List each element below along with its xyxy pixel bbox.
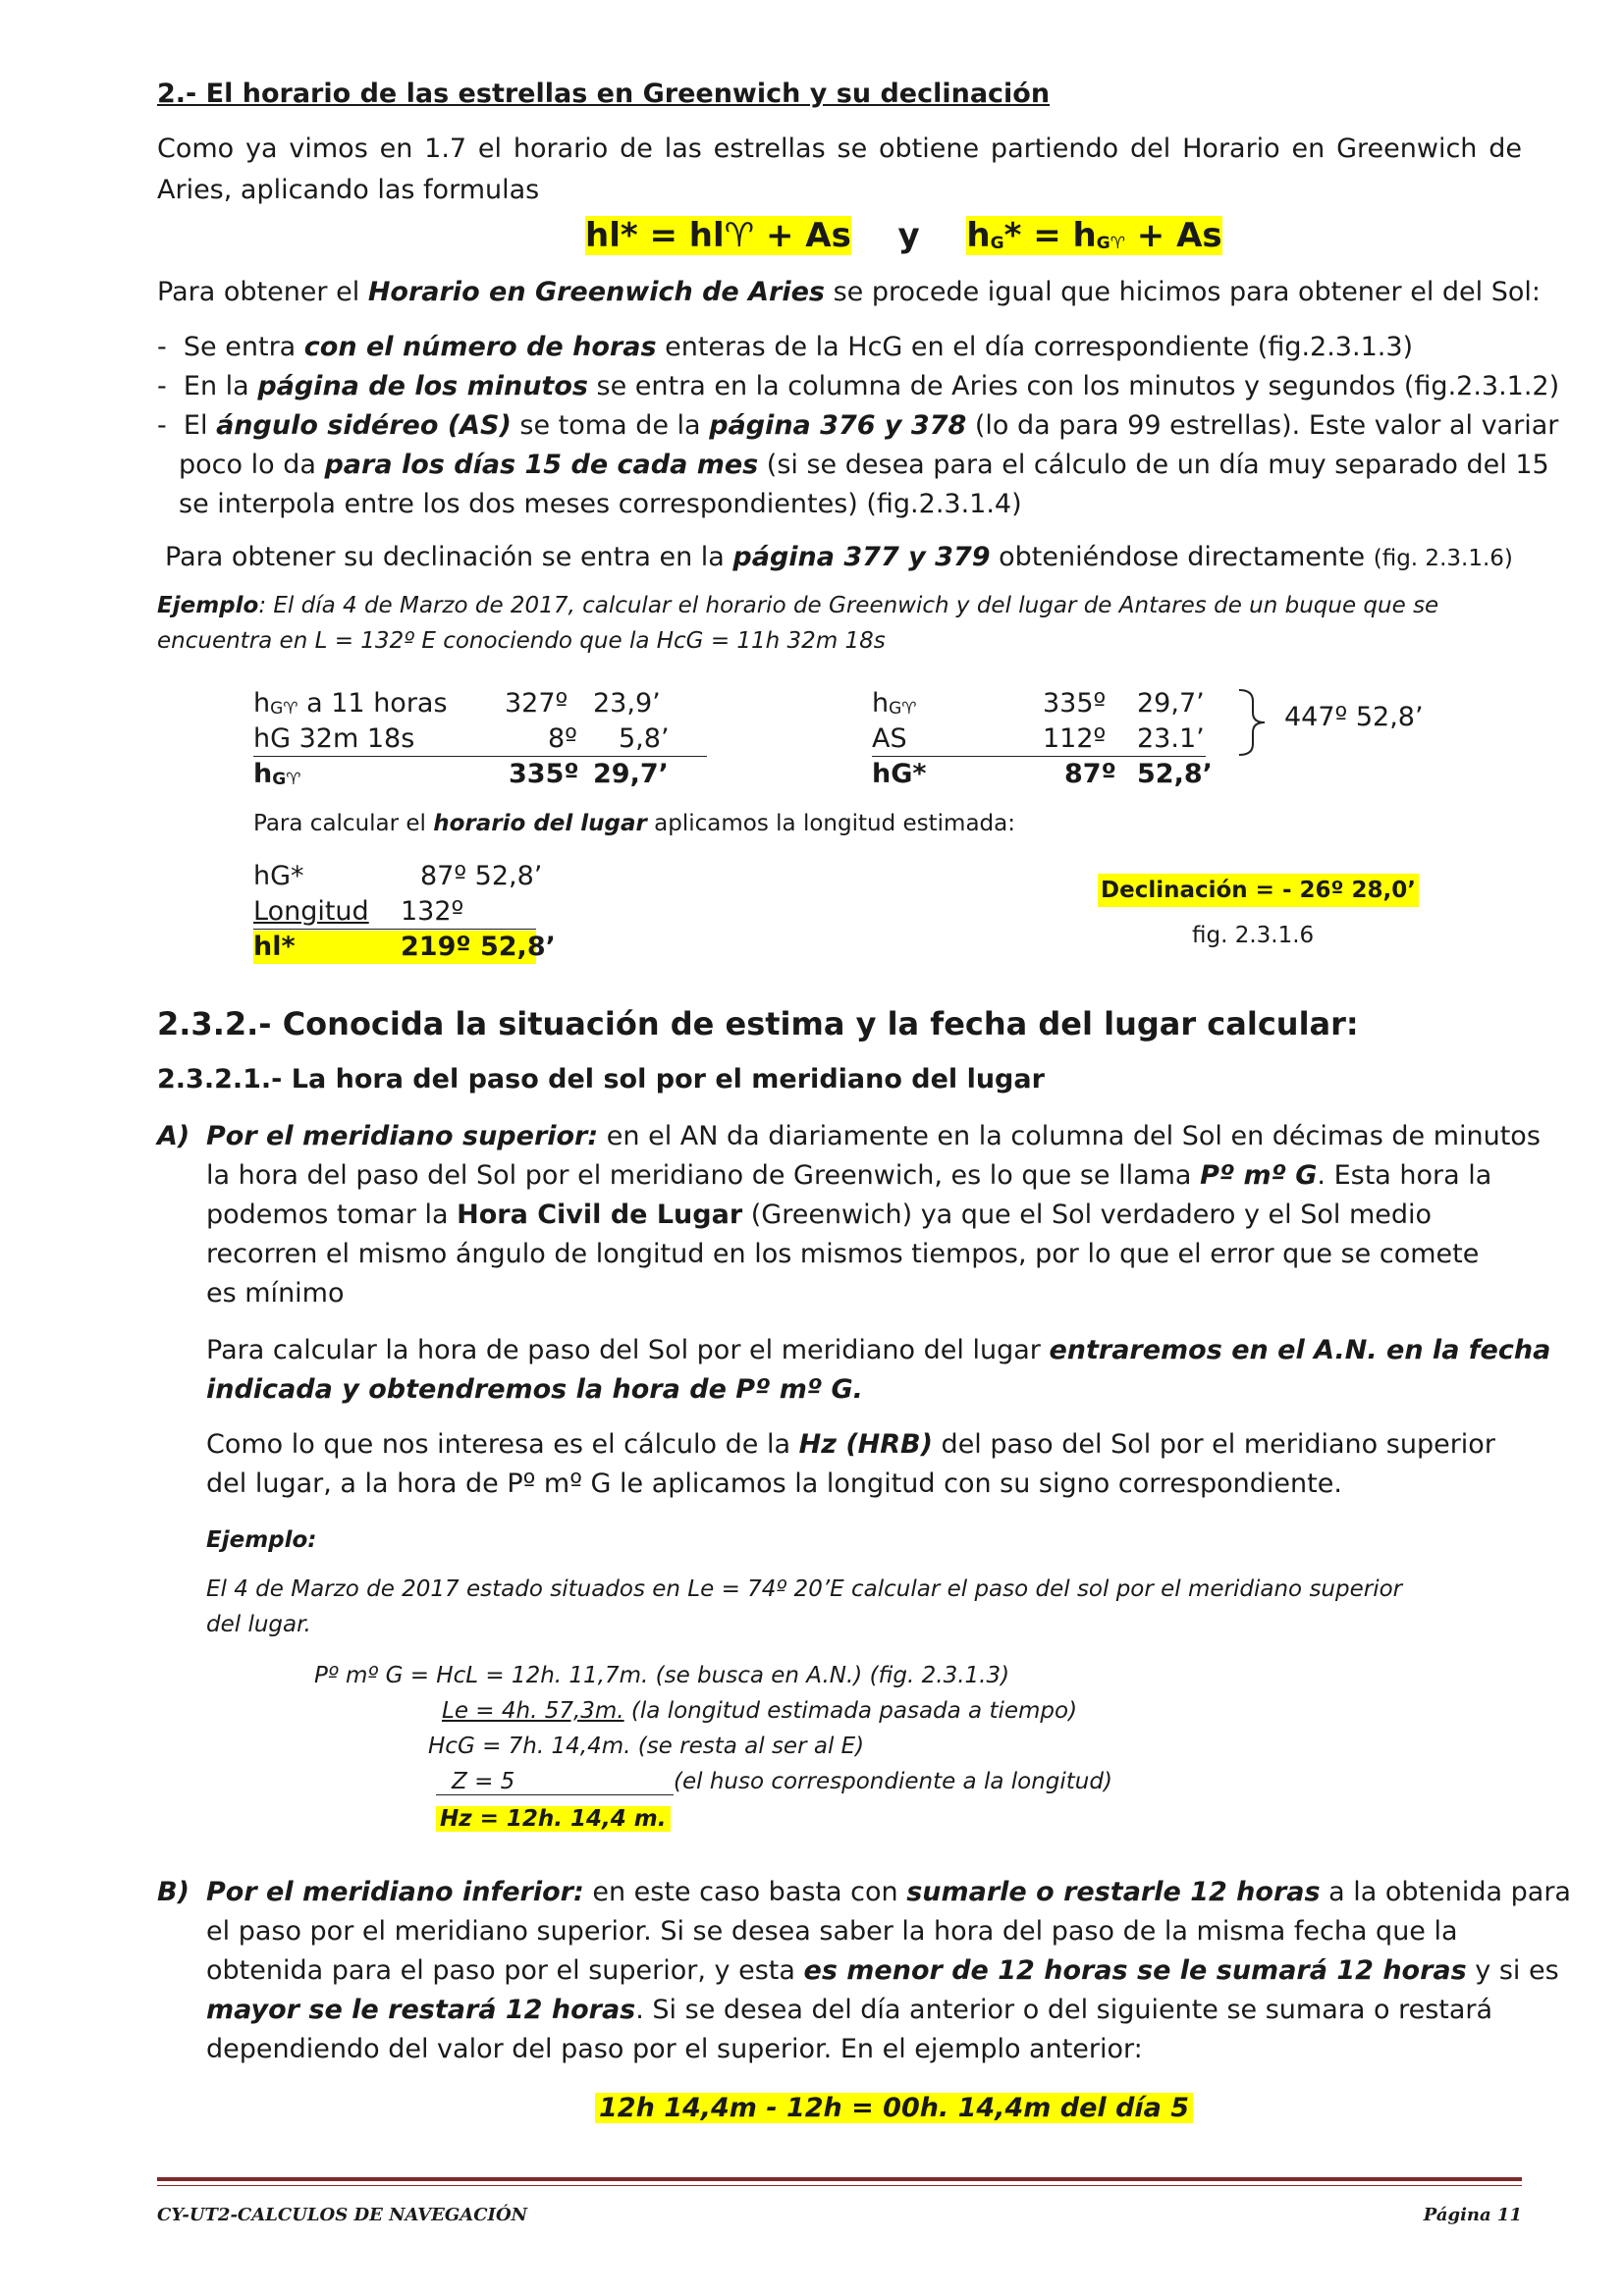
item-a-para2-line-2: indicada y obtendremos la hora de Pº mº G.	[206, 1374, 863, 1405]
lugar-intro: Para calcular el horario del lugar aplicamos la longitud estimada:	[253, 811, 1015, 836]
item-b-line-1: Por el meridiano inferior: en este caso basta con sumarle o restarle 12 horas a la obtenida para	[206, 1877, 1571, 1907]
item-a-line-1: Por el meridiano superior: en el AN da diariamente en la columna del Sol en décimas de minutos	[206, 1121, 1541, 1151]
footer-title: CY-UT2-CALCULOS DE NAVEGACIÓN	[157, 2205, 528, 2225]
example-2-label: Ejemplo:	[206, 1527, 317, 1553]
calc-hcl: Pº mº G = HcL = 12h. 11,7m. (se busca en A.N.) (fig. 2.3.1.3)	[314, 1663, 1010, 1688]
item-b-marker: B)	[157, 1877, 189, 1907]
brace-icon	[1235, 687, 1269, 758]
footer-rule-thick	[157, 2177, 1522, 2181]
item-a-line-5: es mínimo	[206, 1278, 345, 1308]
formula-y: y	[897, 216, 920, 255]
bullet-1: - Se entra con el número de horas enteras de la HcG en el día correspondiente (fig.2.3.1.3)	[157, 332, 1414, 362]
declination-result: Declinación = - 26º 28,0’	[1098, 874, 1419, 907]
item-a-line-4: recorren el mismo ángulo de longitud en los mismos tiempos, por lo que el error que se comete	[206, 1239, 1480, 1269]
section-heading: 2.- El horario de las estrellas en Greenwich y su declinación	[157, 79, 1051, 109]
footer-rule-thin	[157, 2185, 1522, 2186]
intro-line-1: Como ya vimos en 1.7 el horario de las estrellas se obtiene partiendo del Horario en Greenwich de	[157, 133, 1522, 164]
lugar-row-3: hl* 219º 52,8’	[253, 932, 556, 962]
calc-z: Z = 5 (el huso correspondiente a la longitud)	[436, 1769, 1112, 1795]
calc2-underline	[872, 756, 1206, 757]
calc-hz-result: Hz = 12h. 14,4 m.	[436, 1806, 671, 1832]
result-highlight: 12h 14,4m - 12h = 00h. 14,4m del día 5	[595, 2093, 1193, 2123]
intro-line-2: Aries, aplicando las formulas	[157, 175, 540, 205]
example-1-line-1: Ejemplo: El día 4 de Marzo de 2017, calcular el horario de Greenwich y del lugar de Antares de un buque que se	[157, 593, 1439, 618]
formula-hg: hG* = hG♈ + As	[966, 216, 1222, 255]
section-2-3-2-heading: 2.3.2.- Conocida la situación de estima y la fecha del lugar calcular:	[157, 1005, 1359, 1042]
example-1-line-2: encuentra en L = 132º E conociendo que la HcG = 11h 32m 18s	[157, 628, 886, 654]
example-2-line-2: del lugar.	[206, 1612, 311, 1637]
item-a-line-2: la hora del paso del Sol por el meridiano de Greenwich, es lo que se llama Pº mº G. Esta hora la	[206, 1160, 1492, 1191]
para-aries: Para obtener el Horario en Greenwich de Aries se procede igual que hicimos para obtener el del Sol:	[157, 277, 1541, 307]
footer-page-number: Página 11	[1423, 2205, 1522, 2225]
item-a-para2-line-1: Para calcular la hora de paso del Sol por el meridiano del lugar entraremos en el A.N. en la fecha	[206, 1335, 1551, 1365]
figure-reference: fig. 2.3.1.6	[1192, 923, 1315, 948]
item-a-para3-line-2: del lugar, a la hora de Pº mº G le aplicamos la longitud con su signo correspondiente.	[206, 1468, 1342, 1499]
bullet-3-line-3: se interpola entre los dos meses correspondientes) (fig.2.3.1.4)	[179, 489, 1022, 519]
item-b-line-2: el paso por el meridiano superior. Si se desea saber la hora del paso de la misma fecha que la	[206, 1916, 1458, 1947]
calc-le: Le = 4h. 57,3m. (la longitud estimada pasada a tiempo)	[442, 1698, 1078, 1724]
example-2-line-1: El 4 de Marzo de 2017 estado situados en Le = 74º 20’E calcular el paso del sol por el meridiano superior	[206, 1576, 1403, 1602]
item-a-marker: A)	[157, 1121, 190, 1151]
calc-hcg: HcG = 7h. 14,4m. (se resta al ser al E)	[428, 1734, 865, 1759]
bullet-2: - En la página de los minutos se entra en la columna de Aries con los minutos y segundos (fig.2.3.1.2)	[157, 371, 1560, 401]
calc1-underline	[253, 756, 707, 757]
bullet-3-line-2: poco lo da para los días 15 de cada mes (si se desea para el cálculo de un día muy separado del 15	[179, 450, 1549, 480]
item-b-line-4: mayor se le restará 12 horas. Si se desea del día anterior o del siguiente se sumara o restará	[206, 1995, 1493, 2025]
document-page: 2.- El horario de las estrellas en Greenwich y su declinación Como ya vimos en 1.7 el horario de las estrellas se obtiene partiendo del Horario en Greenwich de Aries, aplicando las formulas hl* = hl♈ + As y hG* = hG♈ + As Para obtener el Horario en Greenwich de Aries se procede igual que hicimos para obtener el del Sol: - Se entra con el número de horas enteras de la HcG en el día correspondiente (fig.2.3.1.3) - En la página de los minutos se entra en la columna de Aries con los minutos y segundos (fig.2.3.1.2) - El ángulo sidéreo (AS) se toma de la página 376 y 378 (lo da para 99 estrellas). Este valor al variar poco lo da para los días 15 de cada mes (si se desea para el cálculo de un día muy separado del 15 se interpola entre los dos meses correspondientes) (fig.2.3.1.4) Para obtener su declinación se entra en la página 377 y 379 obteniéndose directamente (fig. 2.3.1.6) Ejemplo: El día 4 de Marzo de 2017, calcular el horario de Greenwich y del lugar de Antares de un buque que se encuentra en L = 132º E conociendo que la HcG = 11h 32m 18s hG♈ a 11 horas 327º 23,9’ hG 32m 18s 8º 5,8’ hG♈ 335º 29,7’ hG♈ 335º 29,7’ AS 112º 23.1’ hG* 87º 52,8’ 447º 52,8’ Para calcular el horario del lugar aplicamos la longitud estimada: hG* 87º 52,8’ Longitud 132º hl* 219º 52,8’ Declinación = - 26º 28,0’ fig. 2.3.1.6 2.3.2.- Conocida la situación de estima y la fecha del lugar calcular: 2.3.2.1.- La hora del paso del sol por el meridiano del lugar A) Por el meridiano superior: en el AN da diariamente en la columna del Sol en décimas de minutos la hora del paso del Sol por el meridiano de Greenwich, es lo que se llama Pº mº G. Esta hora la podemos tomar la Hora Civil de Lugar (Greenwich) ya que el Sol verdadero y el Sol medio recorren el mismo ángulo de longitud en los mismos tiempos, por lo que el error que se comete es mínimo Para calcular la hora de paso del Sol por el meridiano del lugar entraremos en el A.N. en la fecha indicada y obtendremos la hora de Pº mº G. Como lo que nos interesa es el cálculo de la Hz (HRB) del paso del Sol por el meridiano superior del lugar, a la hora de Pº mº G le aplicamos la longitud con su signo correspondiente. Ejemplo: El 4 de Marzo de 2017 estado situados en Le = 74º 20’E calcular el paso del sol por el meridiano superior del lugar. Pº mº G = HcL = 12h. 11,7m. (se busca en A.N.) (fig. 2.3.1.3) Le = 4h. 57,3m. (la longitud estimada pasada a tiempo) HcG = 7h. 14,4m. (se resta al ser al E) Z = 5 (el huso correspondiente a la longitud) Hz = 12h. 14,4 m. B) Por el meridiano inferior: en este caso basta con sumarle o restarle 12 horas a la obtenida para el paso por el meridiano superior. Si se desea saber la hora del paso de la misma fecha que la obtenida para el paso por el superior, y esta es menor de 12 horas se le sumará 12 horas y si es mayor se le restará 12 horas. Si se desea del día anterior o del siguiente se sumara o restará dependiendo del valor del paso por el superior. En el ejemplo anterior: 12h 14,4m - 12h = 00h. 14,4m del día 5 CY-UT2-CALCULOS DE NAVEGACIÓN Página 11	[157, 79, 1571, 2225]
formula-hl: hl* = hl♈ + As	[585, 216, 851, 255]
lugar-underline	[253, 929, 536, 930]
declination-para: Para obtener su declinación se entra en la página 377 y 379 obteniéndose directamente (fig. 2.3.1.6)	[165, 542, 1513, 572]
item-b-line-3: obtenida para el paso por el superior, y esta es menor de 12 horas se le sumará 12 horas y si es	[206, 1955, 1559, 1986]
calc2-sum: 447º 52,8’	[1284, 702, 1424, 732]
item-a-para3-line-1: Como lo que nos interesa es el cálculo de la Hz (HRB) del paso del Sol por el meridiano superior	[206, 1429, 1495, 1460]
bullet-3: - El ángulo sidéreo (AS) se toma de la página 376 y 378 (lo da para 99 estrellas). Este valor al variar	[157, 410, 1559, 441]
item-b-line-5: dependiendo del valor del paso por el superior. En el ejemplo anterior:	[206, 2034, 1143, 2064]
formula-row	[585, 214, 1222, 265]
section-2-3-2-1-heading: 2.3.2.1.- La hora del paso del sol por el meridiano del lugar	[157, 1064, 1045, 1095]
item-a-line-3: podemos tomar la Hora Civil de Lugar (Greenwich) ya que el Sol verdadero y el Sol medio	[206, 1200, 1433, 1230]
